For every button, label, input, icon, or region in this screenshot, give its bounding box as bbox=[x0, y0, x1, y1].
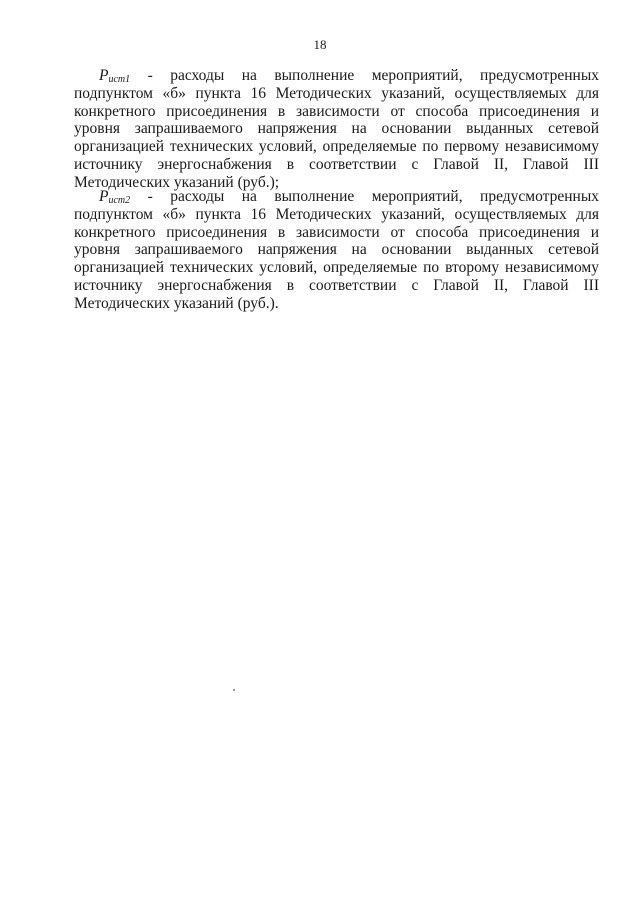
paragraph-body bbox=[74, 188, 599, 313]
paragraph-text: - расходы на выполнение мероприятий, предусмотренных подпунктом «б» пункта 16 Методических указаний, осуществляемых для конкретного присоединения в зависимости от способа присоединения и уровня запрашиваемого напряжения на основании выданных сетевой организацией технических условий, определяемые по второму независимому источнику энергоснабжения в соответствии с Главой II, Главой III Методических указаний (руб.). bbox=[74, 188, 599, 312]
paragraph-body bbox=[74, 67, 599, 192]
symbol-letter: P bbox=[99, 67, 109, 84]
page-number: 18 bbox=[313, 37, 327, 52]
paragraph-p-ucm2 bbox=[74, 188, 599, 313]
formula-symbol bbox=[99, 67, 130, 84]
symbol-letter: P bbox=[99, 188, 109, 205]
formula-symbol bbox=[99, 188, 130, 205]
scan-speck bbox=[233, 689, 235, 691]
symbol-subscript: ucm2 bbox=[108, 195, 131, 206]
paragraph-p-ucm1 bbox=[74, 67, 599, 192]
symbol-subscript: ucm1 bbox=[108, 74, 131, 85]
paragraph-text: - расходы на выполнение мероприятий, предусмотренных подпунктом «б» пункта 16 Методических указаний, осуществляемых для конкретного присоединения в зависимости от способа присоединения и уровня запрашиваемого напряжения на основании выданных сетевой организацией технических условий, определяемые по первому независимому источнику энергоснабжения в соответствии с Главой II, Главой III Методических указаний (руб.); bbox=[74, 67, 599, 191]
